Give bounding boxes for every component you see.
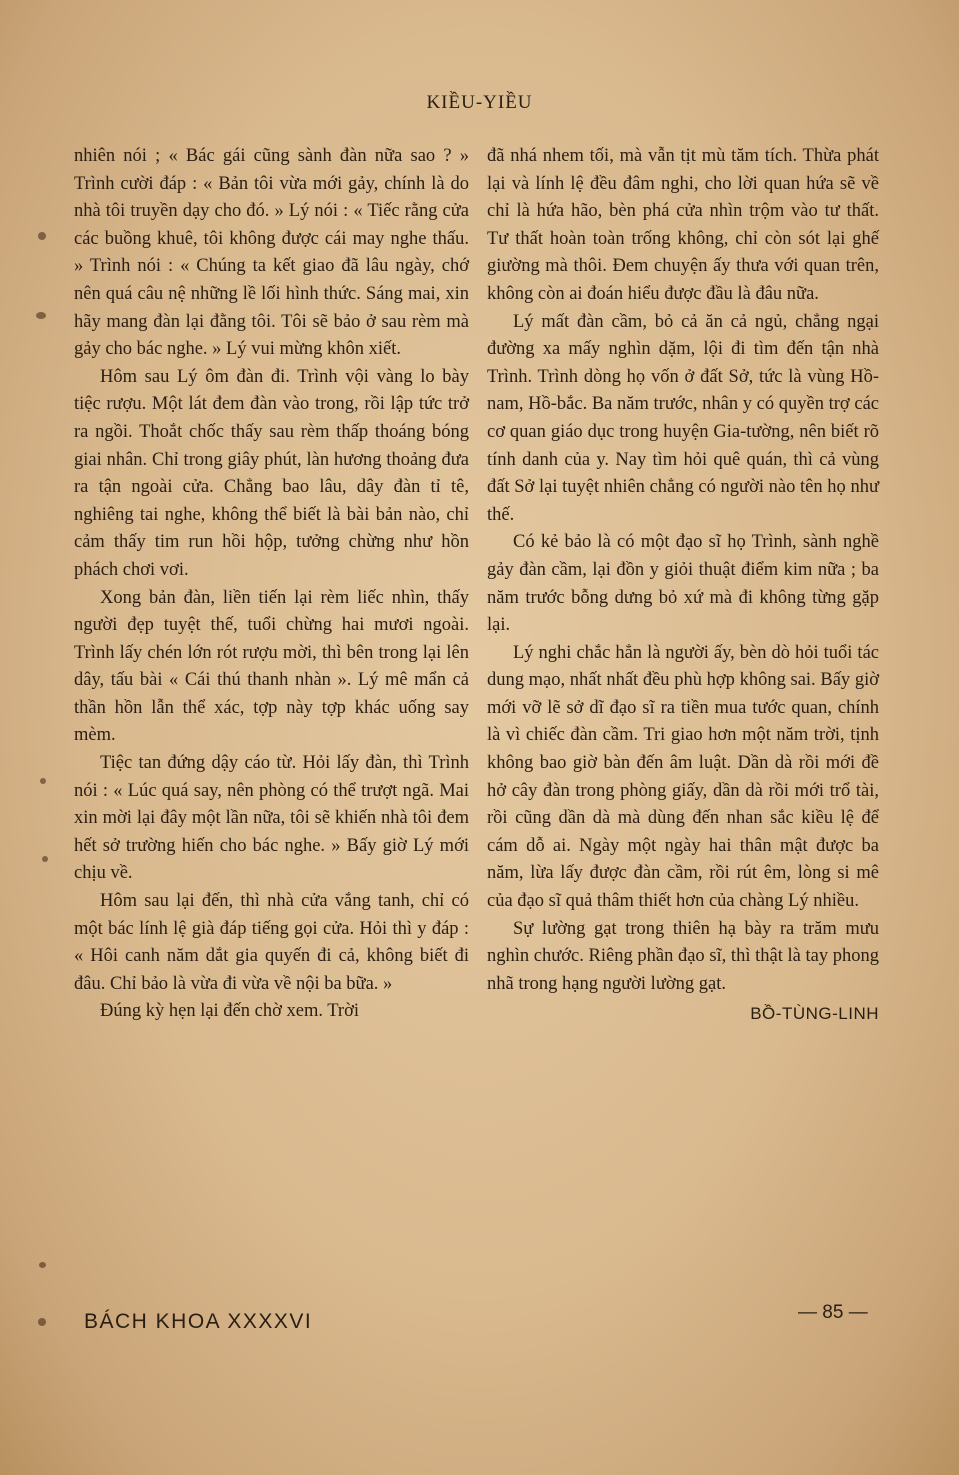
page-stain (36, 312, 46, 319)
page-stain (42, 856, 48, 862)
paragraph: Đúng kỳ hẹn lại đến chờ xem. Trời (100, 1001, 360, 1022)
paragraph: Có kẻ bảo là có một đạo sĩ họ Trình, sành nghề gảy đàn cầm, lại đồn y giỏi thuật điểm kim nữa ; ba năm trước bỗng dưng bỏ xứ mà đi không từng gặp lại. (487, 532, 879, 636)
page-stain (39, 1262, 46, 1268)
author-signature: BỒ-TÙNG-LINH (750, 1004, 879, 1024)
publication-name: BÁCH KHOA XXXXVI (84, 1310, 313, 1333)
paragraph: Lý nghi chắc hẳn là người ấy, bèn dò hỏi tuổi tác dung mạo, nhất nhất đều phù hợp không sai. Bấy giờ mới vỡ lẽ sở dĩ đạo sĩ ra tiền mua tước quan, chính là vì chiếc đàn cầm. Tri giao hơn một năm trời, tịnh không bao giờ bàn đến âm luật. Dần dà rồi mới đề hở cây đàn trong phòng giấy, dần dà rồi mới trổ tài, rồi cũng dần dà mà dùng đến nhan sắc kiều lệ để cám dỗ ai. Ngày một ngày hai thân mật được ba năm, lừa lấy được đàn cầm, rồi rút êm, lòng si mê của đạo sĩ quả thâm thiết hơn của chàng Lý nhiều. (487, 642, 879, 912)
running-header: KIỀU-YIỀU (426, 92, 533, 113)
page-stain (38, 232, 46, 240)
paragraph: Tiệc tan đứng dậy cáo từ. Hỏi lấy đàn, thì Trình nói : « Lúc quá say, nên phòng có thể trượt ngã. Mai xin mời lại đây một lần nữa, tôi sẽ khiến nhà tôi đem hết sở trường hiến cho bác nghe. » Bấy giờ Lý mới chịu về. (74, 753, 469, 884)
paragraph: nhiên nói ; « Bác gái cũng sành đàn nữa sao ? » Trình cười đáp : « Bản tôi vừa mới gảy, chính là do nhà tôi truyền dạy cho đó. » Lý nói : « Tiếc rằng cửa các buồng khuê, tôi không được cái may nghe thấu. » Trình nói : « Chúng ta kết giao đã lâu ngày, chớ nên quá câu nệ những lề lối hình thức. Sáng mai, xin hãy mang đàn lại đằng tôi. Tôi sẽ bảo ở sau rèm mà gảy cho bác nghe. » Lý vui mừng khôn xiết. (74, 146, 469, 360)
left-column (74, 143, 469, 1026)
page-stain (38, 1318, 46, 1326)
page-stain (40, 778, 46, 784)
paragraph: Xong bản đàn, liền tiến lại rèm liếc nhìn, thấy người đẹp tuyệt thế, tuổi chừng hai mươi ngoài. Trình lấy chén lớn rót rượu mời, thì bên trong lại lên dây, tấu bài « Cái thú thanh nhàn ». Lý mê mẩn cả thần hồn lẫn thể xác, tợp này tợp khác uống say mèm. (74, 587, 469, 746)
paragraph: Lý mất đàn cầm, bỏ cả ăn cả ngủ, chẳng ngại đường xa mấy nghìn dặm, lội đi tìm đến tận nhà Trình. Trình dòng họ vốn ở đất Sở, tức là vùng Hồ-nam, Hồ-bắc. Ba năm trước, nhân y có quyền trợ các cơ quan giáo dục trong huyện Gia-tường, nên biết rõ tính danh của y. Nay tìm hỏi quê quán, thì cả vùng đất Sở lại tuyệt nhiên chẳng có người nào tên họ như thế. (487, 311, 879, 525)
page-number: — 85 — (798, 1302, 868, 1323)
paragraph: Hôm sau Lý ôm đàn đi. Trình vội vàng lo bày tiệc rượu. Một lát đem đàn vào trong, rồi lập tức trở ra ngồi. Thoắt chốc thấy sau rèm thấp thoáng bóng giai nhân. Chỉ trong giây phút, làn hương thoảng đưa ra tận ngoài cửa. Chẳng bao lâu, dây đàn tỉ tê, nghiêng tai nghe, không thể biết là bài bản nào, chỉ cảm thấy tim run hồi hộp, tưởng chừng như hồn phách chơi vơi. (74, 366, 469, 580)
right-column (487, 143, 879, 1028)
paragraph: đã nhá nhem tối, mà vẫn tịt mù tăm tích. Thừa phát lại và lính lệ đều đâm nghi, cho lời quan hứa sẽ về chỉ là hứa hão, bèn phá cửa nhìn trộm vào tư thất. Tư thất hoàn toàn trống không, chỉ còn sót lại ghế giường mà thôi. Đem chuyện ấy thưa với quan trên, không còn ai đoán hiểu được đầu là đâu nữa. (487, 146, 879, 304)
paragraph: Sự lường gạt trong thiên hạ bày ra trăm mưu nghìn chước. Riêng phần đạo sĩ, thì thật là tay phong nhã trong hạng người lường gạt. (487, 918, 879, 994)
paragraph: Hôm sau lại đến, thì nhà cửa vắng tanh, chỉ có một bác lính lệ già đáp tiếng gọi cửa. Hỏi thì y đáp : « Hôi canh năm dắt gia quyến đi cả, không biết đi đâu. Chỉ bảo là vừa đi vừa về nội ba bữa. » (74, 891, 469, 994)
